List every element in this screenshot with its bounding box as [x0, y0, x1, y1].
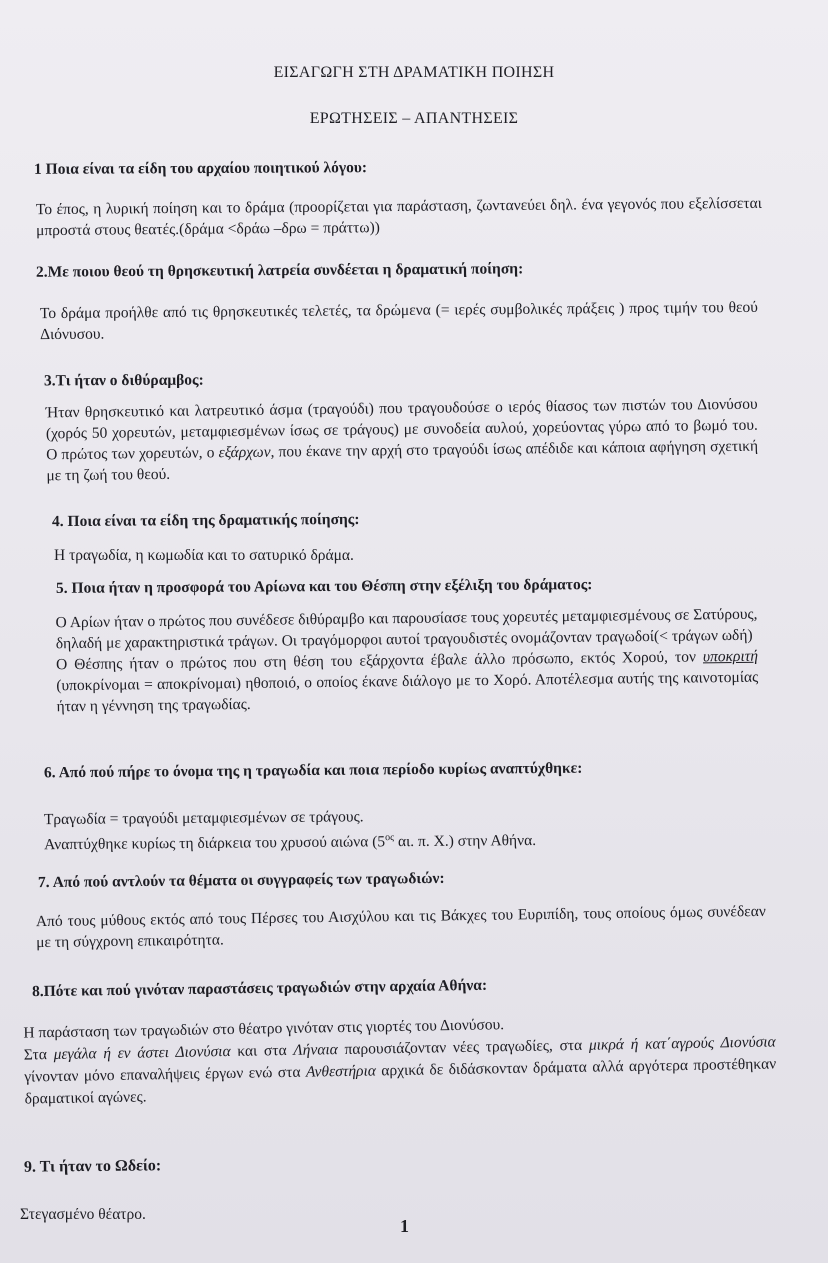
answer-8	[23, 1009, 776, 1110]
question-2: 2.Με ποιου θεού τη θρησκευτική λατρεία συνδέεται η δραματική ποίηση:	[35, 260, 524, 281]
answer-8-paragraph	[24, 1031, 777, 1110]
answer-2: Το δράμα προήλθε από τις θρησκευτικές τελετές, τα δρώμενα (= ιερές συμβολικές πράξεις ) προς τιμήν του θεού Διόνυσου.	[39, 298, 758, 344]
question-7: 7. Από πού αντλούν τα θέματα οι συγγραφείς των τραγωδιών:	[37, 869, 445, 892]
answer-4: Η τραγωδία, η κωμωδία και το σατυρικό δράμα.	[54, 547, 354, 564]
answer-3-text-b: , που έκανε την αρχή στο τραγούδι ίσως απέδιδε και κάποια αφήγηση σχετική με τη ζωή του θεού.	[46, 437, 759, 485]
question-1: 1 Ποια είναι τα είδη του αρχαίου ποιητικού λόγου:	[33, 159, 368, 178]
answer-6-text-b: αι. π. Χ.) στην Αθήνα.	[394, 831, 537, 851]
question-3: 3.Τι ήταν ο διθύραμβος:	[43, 371, 204, 390]
answer-8-text-2: και στα	[230, 1041, 294, 1060]
answer-3-text-a: Ήταν θρησκευτικό και λατρευτικό άσμα (τραγούδι) που τραγουδούσε ο ιερός θίασος των πιστών του Διονύσου (χορός 50 χορευτών, μεταμφιεσμένων ίσως σε τράγους) με συνοδεία αυλού, χορεύοντας γύρω από το βωμό του. Ο πρώτος των χορευτών, ο	[45, 395, 758, 464]
answer-8-text-1: Στα	[23, 1046, 54, 1064]
question-5: 5. Ποια ήταν η προσφορά του Αρίωνα και του Θέσπη στην εξέλιξη του δράματος:	[55, 576, 593, 597]
answer-3-term: εξάρχων	[218, 443, 271, 462]
question-4: 4. Ποια είναι τα είδη της δραματικής ποίησης:	[51, 510, 360, 531]
answer-6-text-a: Αναπτύχθηκε κυρίως τη διάρκεια του χρυσού αιώνα (5	[44, 833, 386, 854]
answer-5-text-b: (υποκρίνομαι = αποκρίνομαι) ηθοποιό, ο οποίος έκανε διάλογο με το Χορό. Αποτέλεσμα αυτής της καινοτομίας ήταν η γέννηση της τραγωδίας.	[56, 668, 759, 716]
document-subtitle: ΕΡΩΤΗΣΕΙΣ – ΑΠΑΝΤΗΣΕΙΣ	[309, 110, 519, 127]
answer-6	[44, 803, 754, 855]
answer-6-line-2	[44, 824, 754, 855]
answer-1: Το έπος, η λυρική ποίηση και το δράμα (προορίζεται για παράσταση, ζωντανεύει δηλ. ένα γεγονός που εξελίσσεται μπροστά στους θεατές.(δράμα <δράω –δρω = πράττω))	[35, 194, 762, 240]
answer-8-text-3: παρουσιάζονταν νέες τραγωδίες, στα	[337, 1036, 590, 1059]
answer-6-superscript: ος	[385, 832, 395, 844]
answer-6-line-1: Τραγωδία = τραγούδι μεταμφιεσμένων σε τράγους.	[43, 808, 364, 829]
answer-8-line-1: Η παράσταση των τραγωδιών στο θέατρο γινόταν στις γιορτές του Διονύσου.	[23, 1016, 505, 1042]
page-number: 1	[400, 1216, 409, 1236]
document-title: ΕΙΣΑΓΩΓΗ ΣΤΗ ΔΡΑΜΑΤΙΚΗ ΠΟΙΗΣΗ	[273, 64, 555, 81]
answer-9: Στεγασμένο θέατρο.	[20, 1206, 146, 1223]
answer-5	[55, 604, 758, 718]
question-9: 9. Τι ήταν το Ωδείο:	[23, 1157, 162, 1176]
answer-3	[46, 394, 759, 487]
answer-5-term: υποκριτή	[702, 647, 759, 666]
answer-5-paragraph-2	[56, 646, 759, 718]
answer-7: Από τους μύθους εκτός από τους Πέρσες του Αισχύλου και τις Βάκχες του Ευριπίδη, τους οποίους όμως συνέδεαν με τη σύγχρονη επικαιρότητα.	[35, 902, 766, 952]
answer-8-term-2: Λήναια	[293, 1041, 338, 1059]
answer-8-text-5: αρχικά δε διδάσκονταν δράματα αλλά αργότερα προστέθηκαν δραματικοί αγώνες.	[24, 1055, 777, 1108]
answer-8-term-4: Ανθεστήρια	[305, 1062, 377, 1081]
question-8: 8.Πότε και πού γινόταν παραστάσεις τραγωδιών στην αρχαία Αθήνα:	[31, 976, 488, 1001]
answer-8-text-4: γίνονταν μόνο επαναλήψεις έργων ενώ στα	[24, 1063, 307, 1086]
answer-5-text-a: Ο Θέσπης ήταν ο πρώτος που στη θέση του εξάρχοντα έβαλε άλλο πρόσωπο, εκτός Χορού, τον	[55, 648, 704, 674]
answer-5-paragraph-1: Ο Αρίων ήταν ο πρώτος που συνέδεσε διθύραμβο και παρουσίασε τους χορευτές μεταμφιεσμένους σε Σατύρους, δηλαδή με χαρακτηριστικά τράγων. Οι τραγόμορφοι αυτοί τραγουδιστές ονομάζονταν τραγωδοί(< τράγων ωδή)	[55, 605, 758, 653]
answer-8-term-3: μικρά ή κατ΄αγρούς Διονύσια	[588, 1033, 776, 1054]
answer-8-term-1: μεγάλα ή εν άστει Διονύσια	[53, 1042, 231, 1064]
question-6: 6. Από πού πήρε το όνομα της η τραγωδία και ποια περίοδο κυρίως αναπτύχθηκε:	[43, 759, 583, 782]
